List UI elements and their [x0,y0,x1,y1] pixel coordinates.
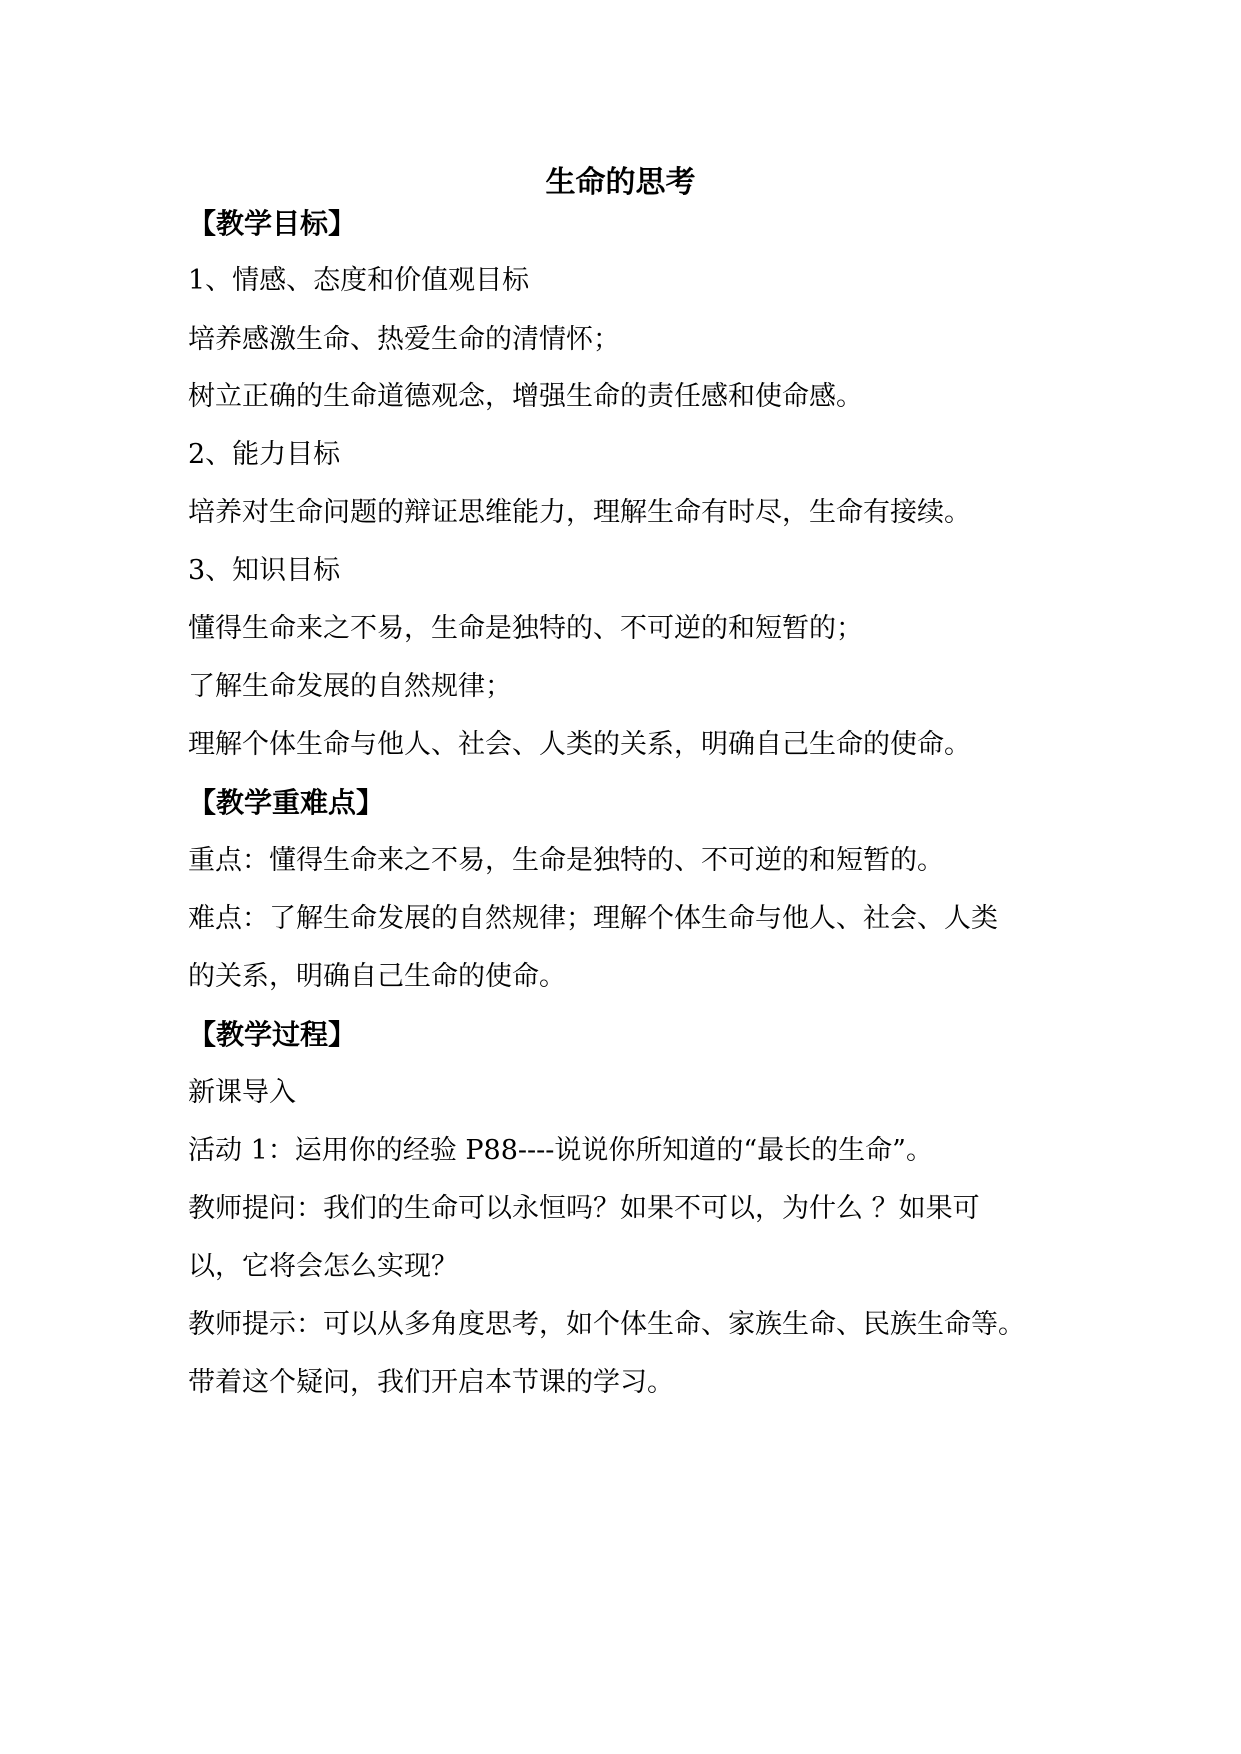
process-question-line-1: 教师提问：我们的生命可以永恒吗？如果不可以，为什么 ？如果可 [188,1193,980,1224]
process-question-line-2: 以，它将会怎么实现？ [188,1251,458,1282]
objective-item-1-line-2: 树立正确的生命道德观念，增强生命的责任感和使命感。 [188,381,863,412]
section-heading-process: 【教学过程】 [188,1018,357,1051]
key-point-difficulty-line-2: 的关系，明确自己生命的使命。 [188,961,566,992]
objective-item-1-title: 1、情感、态度和价值观目标 [188,265,530,296]
objective-item-1-line-1: 培养感激生命、热爱生命的清情怀； [188,324,620,355]
section-heading-objectives: 【教学目标】 [188,207,357,240]
objective-item-3-line-3: 理解个体生命与他人、社会、人类的关系，明确自己生命的使命。 [188,729,971,760]
key-point-focus: 重点：懂得生命来之不易，生命是独特的、不可逆的和短暂的。 [188,845,944,876]
process-transition: 带着这个疑问，我们开启本节课的学习。 [188,1367,674,1398]
key-point-difficulty-line-1: 难点：了解生命发展的自然规律；理解个体生命与他人、社会、人类 [188,903,998,934]
section-heading-key-points: 【教学重难点】 [188,786,385,819]
objective-item-3-line-1: 懂得生命来之不易，生命是独特的、不可逆的和短暂的； [188,613,863,644]
process-activity-1: 活动 1：运用你的经验 P88----说说你所知道的“最长的生命”。 [188,1135,933,1166]
process-hint: 教师提示：可以从多角度思考，如个体生命、家族生命、民族生命等。 [188,1309,1025,1340]
objective-item-2-title: 2、能力目标 [188,439,341,470]
objective-item-3-title: 3、知识目标 [188,555,341,586]
objective-item-3-line-2: 了解生命发展的自然规律； [188,671,512,702]
document-title: 生命的思考 [545,165,696,200]
process-intro: 新课导入 [188,1077,296,1108]
objective-item-2-line-1: 培养对生命问题的辩证思维能力，理解生命有时尽，生命有接续。 [188,497,971,528]
